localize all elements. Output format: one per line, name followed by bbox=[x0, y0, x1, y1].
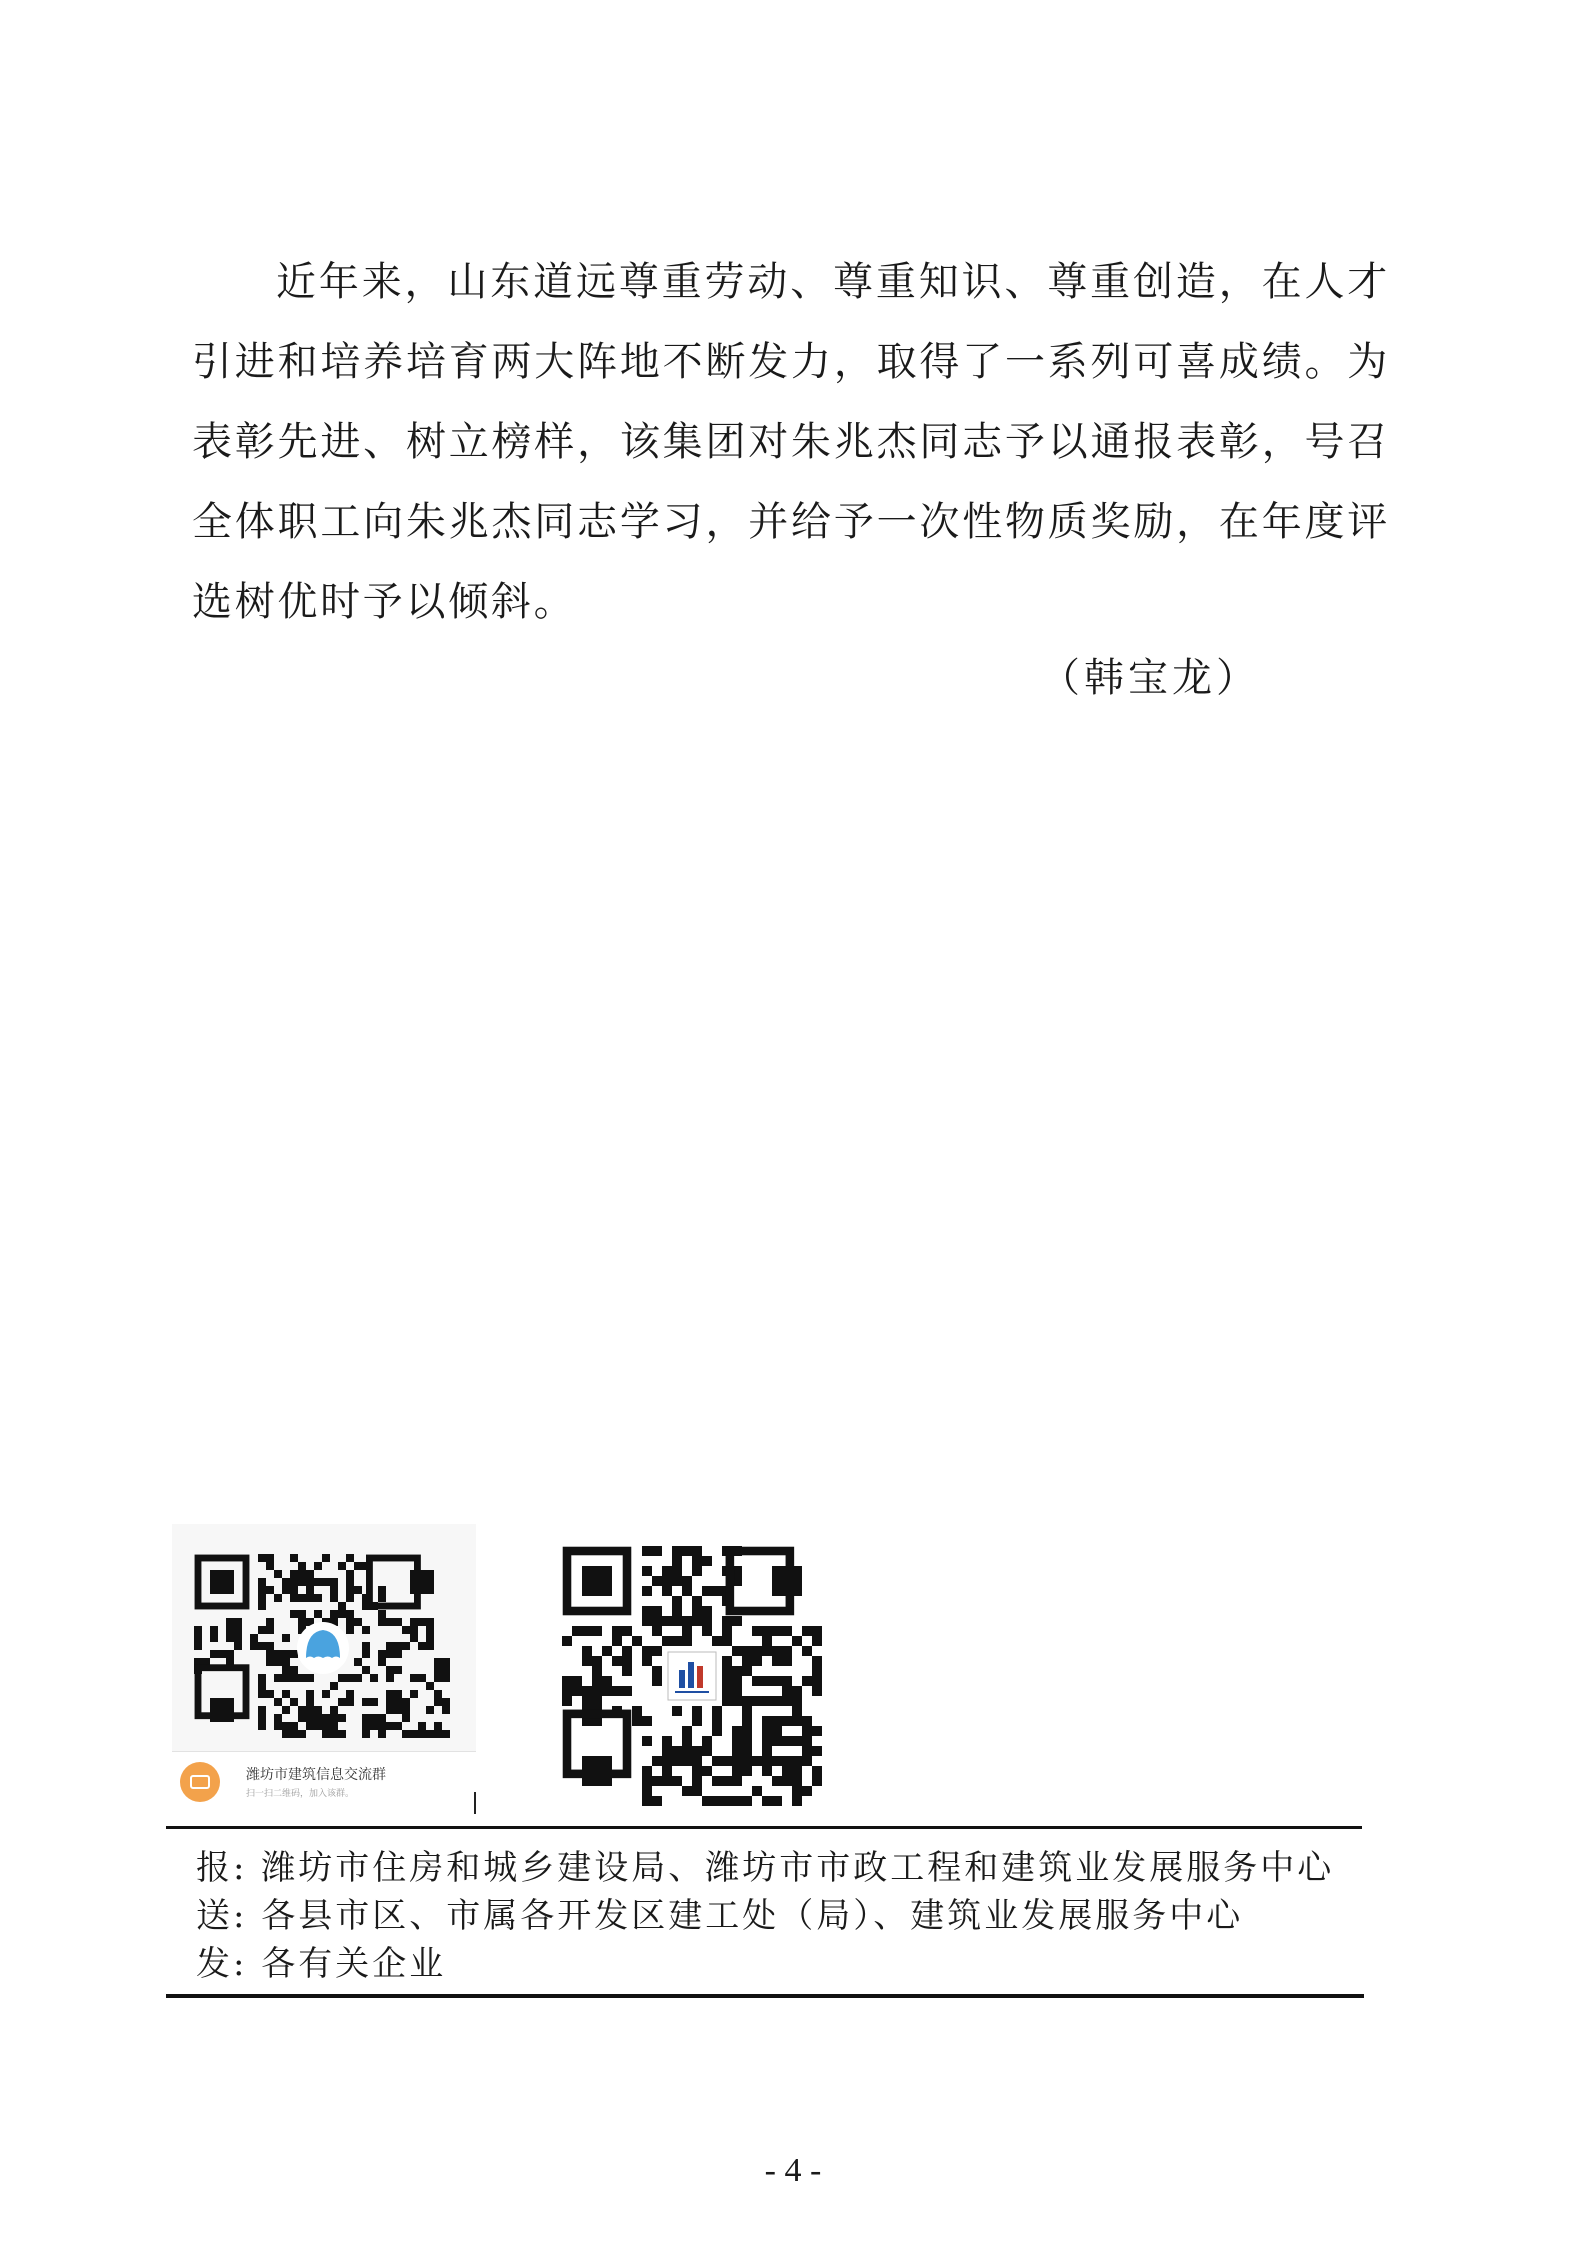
distribution-label: 报: bbox=[196, 1848, 248, 1888]
distribution-top-rule bbox=[166, 1826, 1362, 1829]
distribution-text: 各县市区、市属各开发区建工处（局）、建筑业发展服务中心 bbox=[261, 1896, 1244, 1936]
group-name: 潍坊市建筑信息交流群 bbox=[246, 1767, 386, 1783]
distribution-row-send bbox=[196, 1892, 1334, 1940]
distribution-bottom-rule bbox=[166, 1994, 1364, 1998]
building-logo-icon bbox=[668, 1652, 716, 1700]
group-info-bar bbox=[172, 1751, 476, 1814]
article-body: 近年来，山东道远尊重劳动、尊重知识、尊重创造，在人才引进和培养培育两大阵地不断发力，取得了一系列可喜成绩。为表彰先进、树立榜样，该集团对朱兆杰同志予以通报表彰，号召全体职工向朱兆杰同志学习，并给予一次性物质奖励，在年度评选树优时予以倾斜。 bbox=[192, 259, 1390, 625]
group-qr-card bbox=[172, 1524, 476, 1814]
group-avatar-icon bbox=[297, 1622, 349, 1674]
qr-divider bbox=[474, 1792, 476, 1814]
distribution-row-issue bbox=[196, 1940, 1334, 1988]
distribution-list bbox=[196, 1844, 1334, 1988]
article-author: （韩宝龙） bbox=[1040, 655, 1260, 701]
distribution-row-report bbox=[196, 1844, 1334, 1892]
distribution-label: 发: bbox=[196, 1944, 248, 1984]
distribution-text: 潍坊市住房和城乡建设局、潍坊市市政工程和建筑业发展服务中心 bbox=[261, 1848, 1335, 1888]
distribution-label: 送: bbox=[196, 1896, 248, 1936]
briefcase-icon bbox=[180, 1762, 220, 1802]
distribution-text: 各有关企业 bbox=[261, 1944, 447, 1984]
group-qr-code bbox=[194, 1554, 452, 1742]
group-hint: 扫一扫二维码，加入该群。 bbox=[246, 1789, 355, 1799]
page-number: - 4 - bbox=[764, 2152, 822, 2189]
official-qr-code bbox=[562, 1546, 822, 1806]
